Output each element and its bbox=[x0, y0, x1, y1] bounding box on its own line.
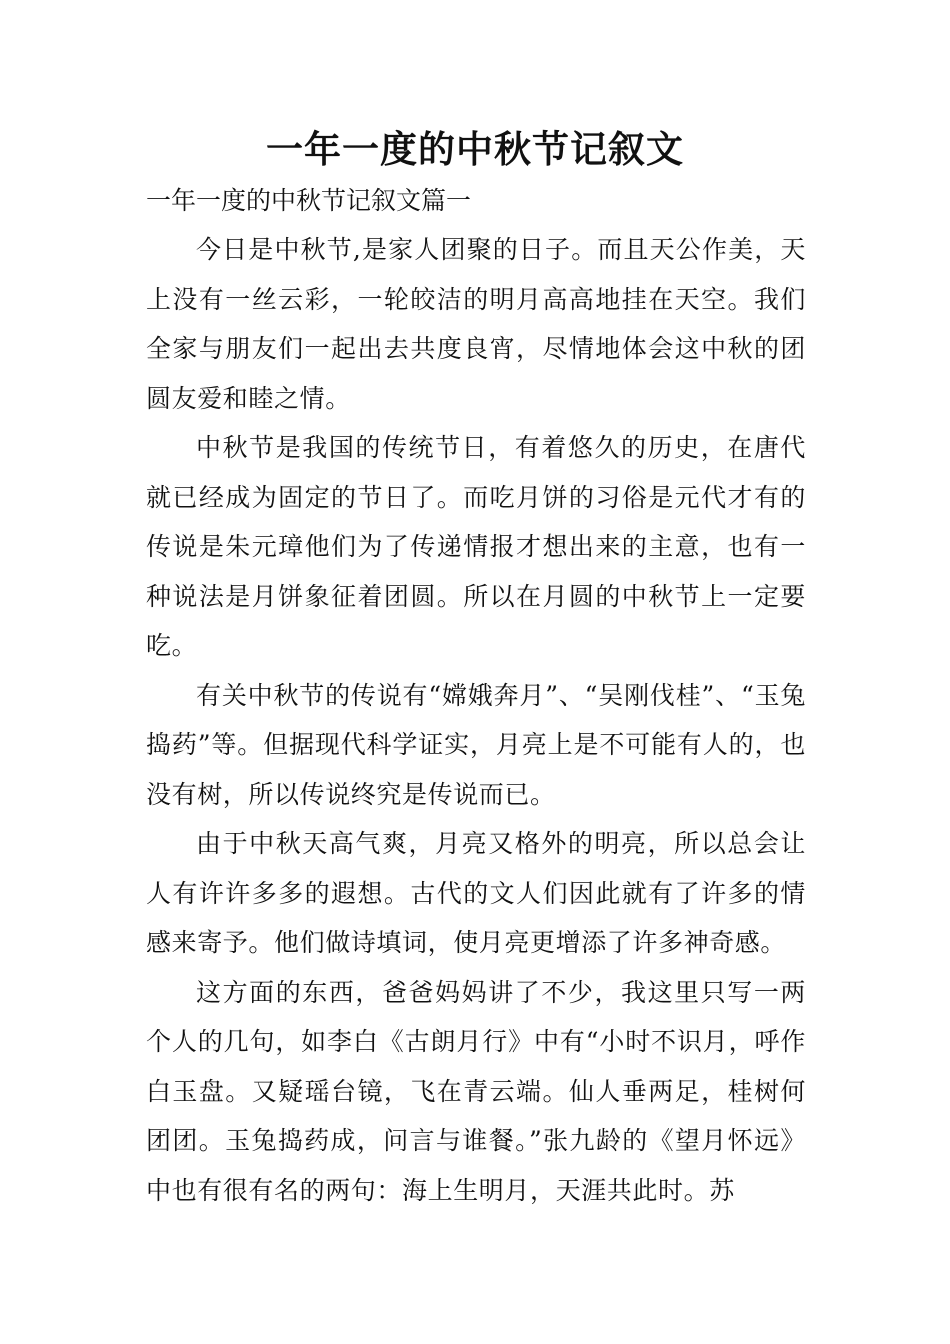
section-heading: 一年一度的中秋节记叙文篇一 bbox=[146, 186, 472, 215]
paragraph-5: 这方面的东西，爸爸妈妈讲了不少，我这里只写一两个人的几句，如李白《古朗月行》中有“小时不识月，呼作白玉盘。又疑瑶台镜，飞在青云端。仙人垂两足，桂树何团团。玉兔捣药成，问言与谁餐。”张九龄的《望月怀远》中也有很有名的两句：海上生明月，天涯共此时。苏 bbox=[146, 977, 806, 1205]
paragraph-1: 今日是中秋节,是家人团聚的日子。而且天公作美，天上没有一丝云彩，一轮皎洁的明月高高地挂在天空。我们全家与朋友们一起出去共度良宵，尽情地体会这中秋的团圆友爱和睦之情。 bbox=[146, 235, 806, 413]
paragraph-3: 有关中秋节的传说有“嫦娥奔月”、“吴刚伐桂”、“玉兔捣药”等。但据现代科学证实，月亮上是不可能有人的，也没有树，所以传说终究是传说而已。 bbox=[146, 680, 806, 809]
document-title: 一年一度的中秋节记叙文 bbox=[266, 128, 684, 171]
document-body bbox=[146, 176, 806, 1215]
paragraph-2: 中秋节是我国的传统节日，有着悠久的历史，在唐代就已经成为固定的节日了。而吃月饼的习俗是元代才有的传说是朱元璋他们为了传递情报才想出来的主意，也有一种说法是月饼象征着团圆。所以在月圆的中秋节上一定要吃。 bbox=[146, 433, 806, 660]
paragraph-4: 由于中秋天高气爽，月亮又格外的明亮，所以总会让人有许许多多的遐想。古代的文人们因此就有了许多的情感来寄予。他们做诗填词，使月亮更增添了许多神奇感。 bbox=[146, 829, 806, 957]
